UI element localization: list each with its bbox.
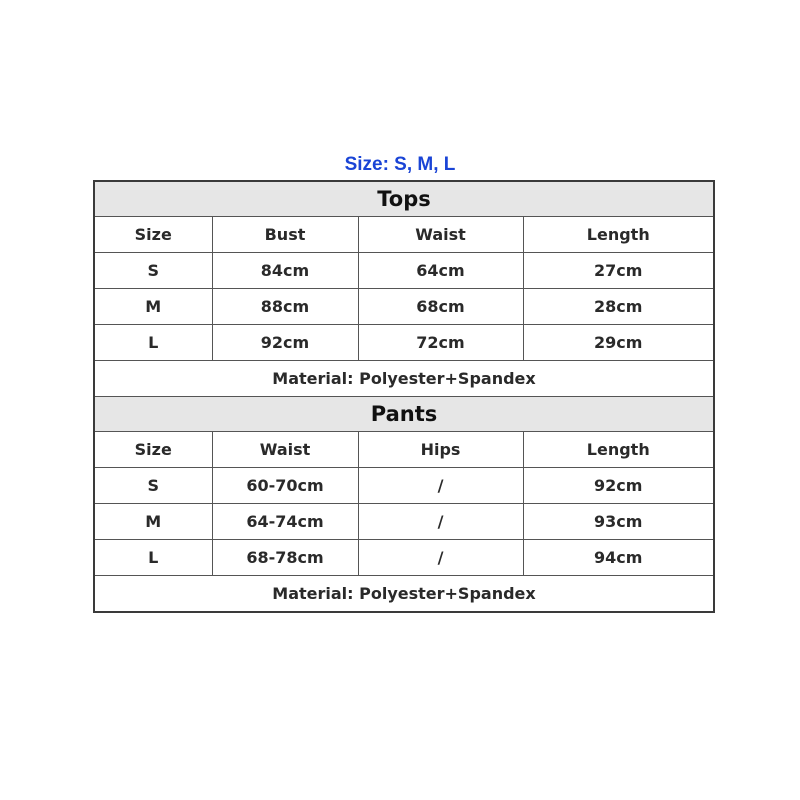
size-title: Size: S, M, L — [344, 154, 456, 175]
table-row — [94, 325, 714, 361]
tops-cell-size: S — [94, 253, 212, 289]
size-chart-table — [93, 180, 715, 613]
pants-material: Material: Polyester+Spandex — [94, 576, 714, 613]
pants-heading: Pants — [94, 397, 714, 432]
tops-cell-length: 27cm — [523, 253, 714, 289]
pants-header-hips: Hips — [358, 432, 523, 468]
tops-cell-bust: 92cm — [212, 325, 358, 361]
tops-cell-bust: 88cm — [212, 289, 358, 325]
pants-header-waist: Waist — [212, 432, 358, 468]
tops-material-row — [94, 361, 714, 397]
tops-section-row — [94, 181, 714, 217]
pants-cell-size: S — [94, 468, 212, 504]
pants-cell-size: L — [94, 540, 212, 576]
pants-cell-length: 92cm — [523, 468, 714, 504]
table-row — [94, 540, 714, 576]
tops-cell-waist: 72cm — [358, 325, 523, 361]
pants-cell-hips: / — [358, 468, 523, 504]
table-row — [94, 504, 714, 540]
pants-cell-waist: 68-78cm — [212, 540, 358, 576]
tops-cell-bust: 84cm — [212, 253, 358, 289]
pants-cell-waist: 60-70cm — [212, 468, 358, 504]
tops-material: Material: Polyester+Spandex — [94, 361, 714, 397]
tops-cell-waist: 64cm — [358, 253, 523, 289]
pants-cell-waist: 64-74cm — [212, 504, 358, 540]
pants-header-length: Length — [523, 432, 714, 468]
tops-header-bust: Bust — [212, 217, 358, 253]
tops-header-length: Length — [523, 217, 714, 253]
table-row — [94, 289, 714, 325]
table-row — [94, 468, 714, 504]
pants-cell-size: M — [94, 504, 212, 540]
tops-cell-size: M — [94, 289, 212, 325]
tops-cell-length: 29cm — [523, 325, 714, 361]
pants-cell-hips: / — [358, 504, 523, 540]
tops-heading: Tops — [94, 181, 714, 217]
pants-material-row — [94, 576, 714, 613]
tops-cell-size: L — [94, 325, 212, 361]
table-row — [94, 253, 714, 289]
pants-section-row — [94, 397, 714, 432]
pants-cell-length: 93cm — [523, 504, 714, 540]
tops-cell-waist: 68cm — [358, 289, 523, 325]
tops-cell-length: 28cm — [523, 289, 714, 325]
tops-header-row — [94, 217, 714, 253]
tops-header-waist: Waist — [358, 217, 523, 253]
pants-cell-hips: / — [358, 540, 523, 576]
pants-cell-length: 94cm — [523, 540, 714, 576]
pants-header-size: Size — [94, 432, 212, 468]
pants-header-row — [94, 432, 714, 468]
tops-header-size: Size — [94, 217, 212, 253]
